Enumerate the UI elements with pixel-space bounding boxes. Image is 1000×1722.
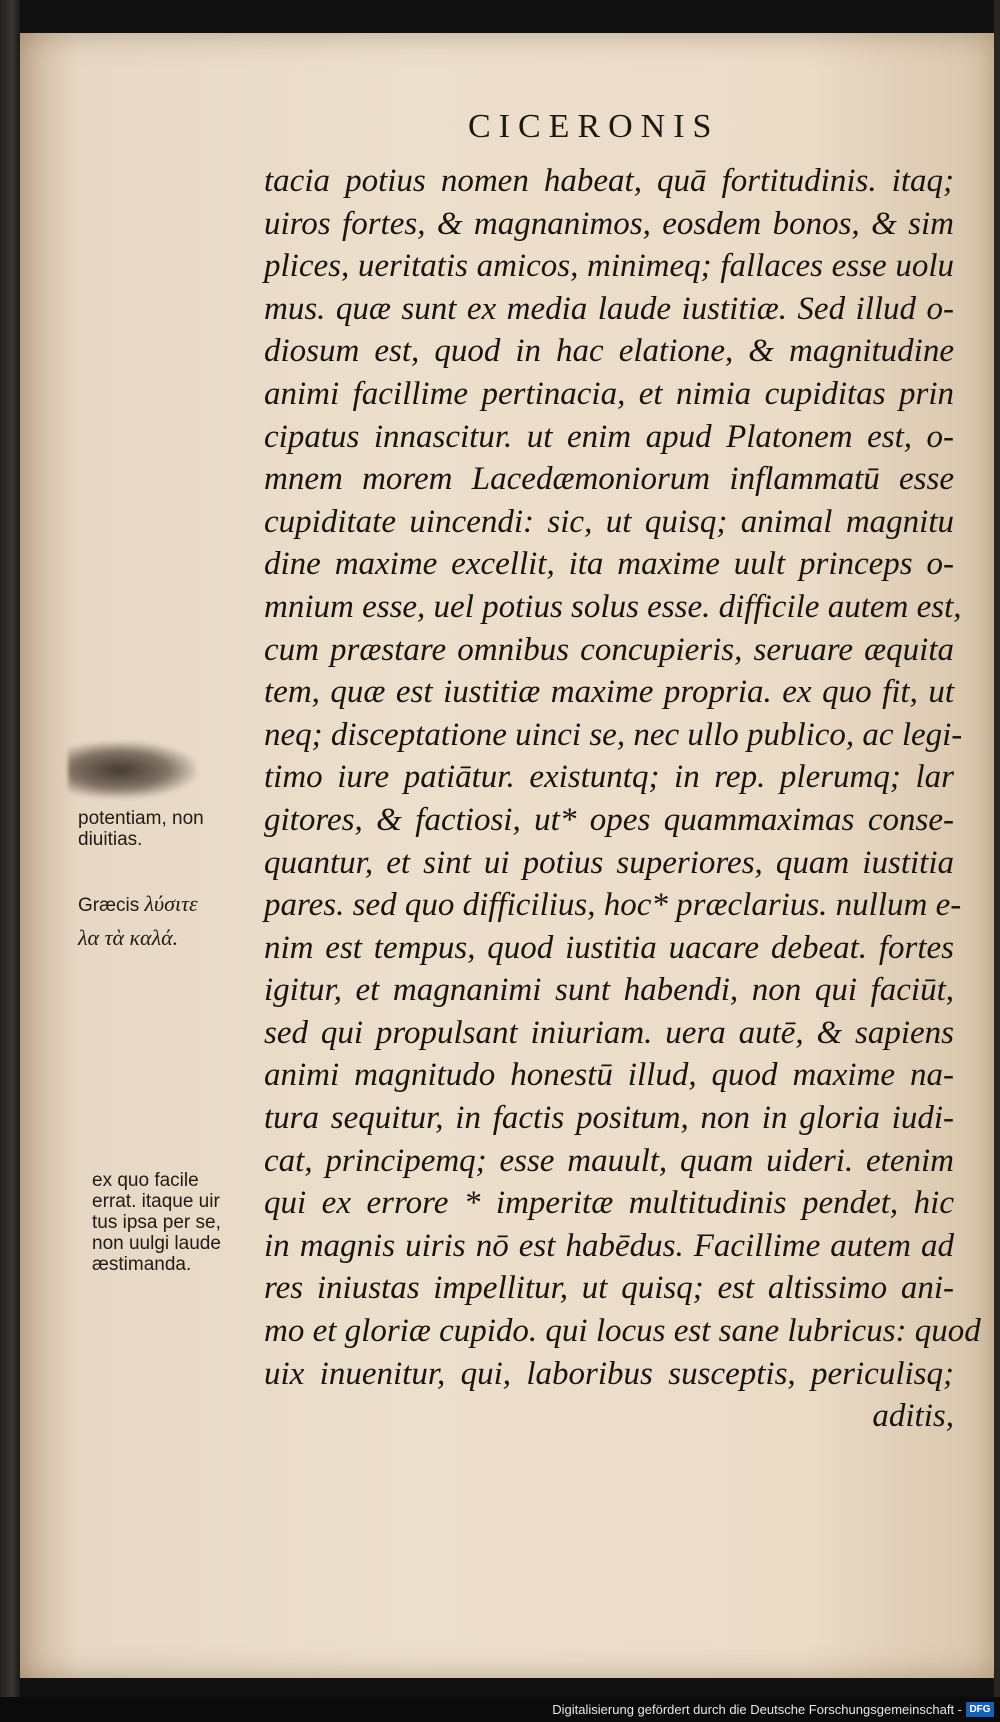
margin-note-line: potentiam, non <box>78 808 204 829</box>
text-line: cat, principemq; esse mauult, quam uideri. etenim <box>264 1142 954 1179</box>
text-line: cupiditate uincendi: sic, ut quisq; animal magnitu <box>264 503 954 540</box>
margin-note-ex-quo <box>92 1170 262 1275</box>
margin-note-greek-word: λύσιτε <box>144 891 198 916</box>
text-line: sed qui propulsant iniuriam. uera autē, & sapiens <box>264 1014 954 1051</box>
text-line: mo et gloriæ cupido. qui locus est sane lubricus: quod <box>264 1313 981 1350</box>
text-line: uiros fortes, & magnanimos, eosdem bonos, & sim <box>264 205 954 242</box>
margin-note-greek-line: λα τὰ καλά. <box>78 925 179 950</box>
text-line: tura sequitur, in factis positum, non in gloria iudi- <box>264 1100 954 1137</box>
margin-note-line: ex quo facile <box>92 1170 199 1191</box>
text-line: animi facillime pertinacia, et nimia cupiditas prin <box>264 375 954 412</box>
text-line: plices, ueritatis amicos, minimeq; fallaces esse uolu <box>264 248 954 285</box>
text-line: qui ex errore * imperitæ multitudinis pendet, hic <box>264 1185 954 1222</box>
text-line: mus. quæ sunt ex media laude iustitiæ. Sed illud o- <box>264 290 954 327</box>
margin-note-line: errat. itaque uir <box>92 1191 220 1212</box>
text-line: cum præstare omnibus concupieris, seruare æquita <box>264 631 954 668</box>
text-line: neq; disceptatione uinci se, nec ullo publico, ac legi- <box>264 716 963 753</box>
text-line: gitores, & factiosi, ut* opes quammaximas conse- <box>264 801 954 838</box>
margin-note-latin: Græcis <box>78 895 140 916</box>
page-right-edge <box>994 0 1000 1722</box>
dfg-logo: DFG <box>966 1702 994 1717</box>
text-line: tacia potius nomen habeat, quā fortitudinis. itaq; <box>264 163 954 199</box>
binding-edge <box>0 0 20 1722</box>
text-line: nim est tempus, quod iustitia uacare debeat. fortes <box>264 929 954 966</box>
text-line: quantur, et sint ui potius superiores, quam iustitia <box>264 844 954 881</box>
margin-note-line: æstimanda. <box>92 1254 192 1275</box>
text-line: res iniustas impellitur, ut quisq; est altissimo ani- <box>264 1270 954 1307</box>
funding-notice: Digitalisierung gefördert durch die Deutsche Forschungsgemeinschaft - <box>552 1702 962 1717</box>
catchword: aditis, <box>872 1398 954 1435</box>
text-line: tem, quæ est iustitiæ maxime propria. ex quo fit, ut <box>264 674 954 711</box>
main-text-block <box>264 160 981 1438</box>
text-line: in magnis uiris nō est habēdus. Facillime autem ad <box>264 1227 954 1264</box>
text-line: animi magnitudo honestū illud, quod maxime na- <box>264 1057 954 1094</box>
text-line: dine maxime excellit, ita maxime uult princeps o- <box>264 546 954 583</box>
text-line: diosum est, quod in hac elatione, & magnitudine <box>264 333 954 370</box>
margin-note-line: tus ipsa per se, <box>92 1212 221 1233</box>
margin-note-potentiam <box>78 808 204 850</box>
text-line: pares. sed quo difficilius, hoc* præclarius. nullum e- <box>264 887 962 924</box>
text-line: uix inuenitur, qui, laboribus susceptis, periculisq; <box>264 1355 954 1392</box>
text-line: mnium esse, uel potius solus esse. difficile autem est, <box>264 588 962 625</box>
margin-note-line: non uulgi laude <box>92 1233 221 1254</box>
running-header: CICERONIS <box>468 108 720 145</box>
margin-note-line: diuitias. <box>78 829 143 850</box>
text-line: timo iure patiātur. existuntq; in rep. plerumq; lar <box>264 759 954 796</box>
text-line: mnem morem Lacedæmoniorum inflammatū esse <box>264 461 954 498</box>
text-line: igitur, et magnanimi sunt habendi, non qui faciūt, <box>264 972 954 1009</box>
text-line: cipatus innascitur. ut enim apud Platonem est, o- <box>264 418 954 455</box>
margin-note-greek <box>78 891 198 950</box>
ink-smudge <box>68 742 196 798</box>
